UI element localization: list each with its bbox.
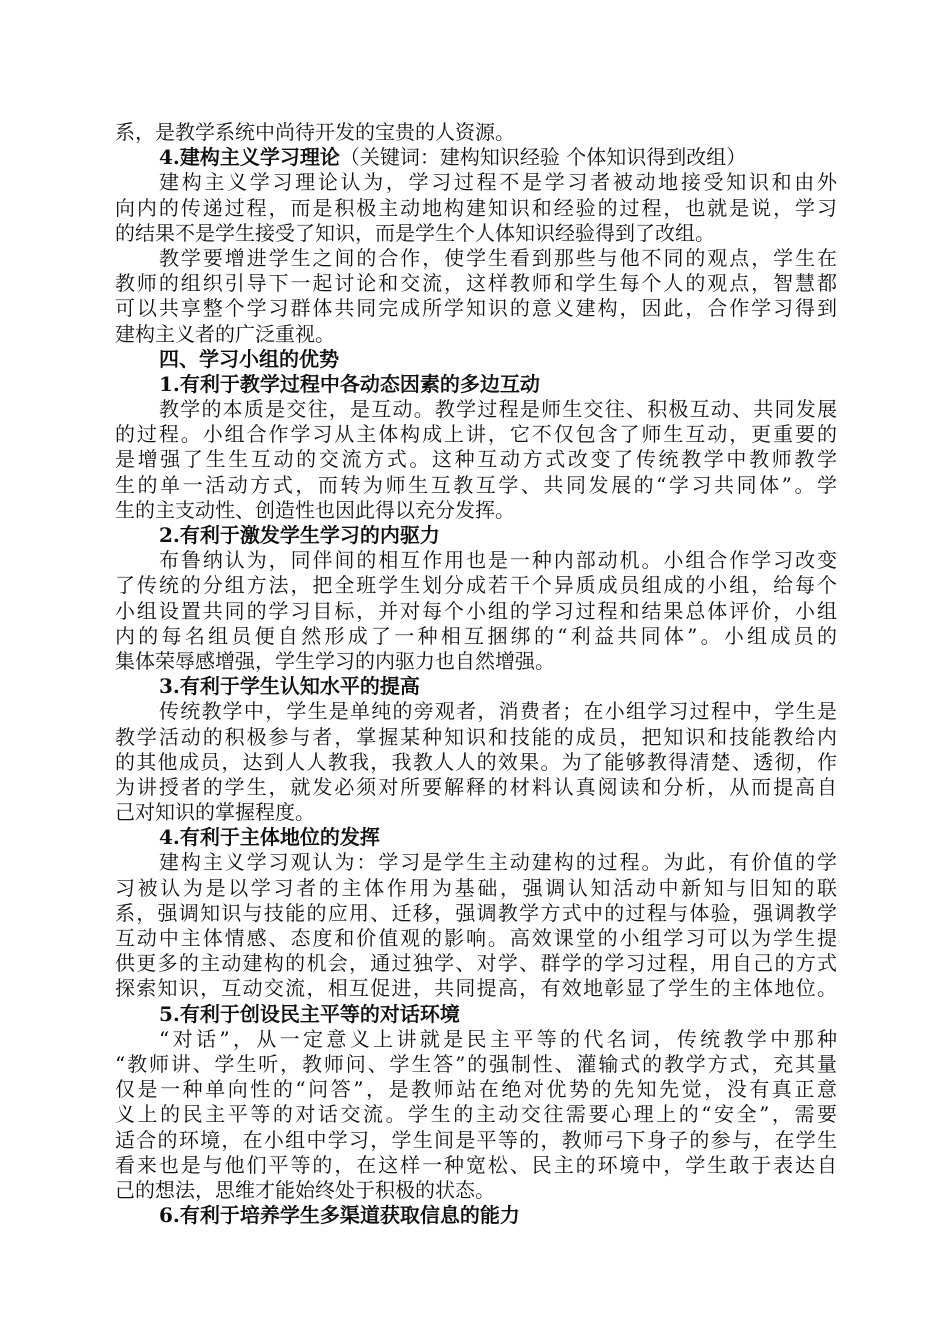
section-heading: 6.有利于培养学生多渠道获取信息的能力 — [159, 1203, 520, 1228]
text-line: 己的想法，思维才能始终处于积极的状态。 — [115, 1177, 495, 1202]
text-line: 可以共享整个学习群体共同完成所学知识的意义建构，因此，合作学习得到 — [115, 296, 837, 321]
text-line: 看来也是与他们平等的，在这样一种宽松、民主的环境中，学生敢于表达自 — [115, 1152, 837, 1177]
section-heading: 3.有利于学生认知水平的提高 — [159, 674, 420, 699]
heading-keywords: （关键词：建构知识经验 个体知识得到改组） — [339, 145, 747, 170]
text-line: 向内的传递过程，而是积极主动地构建知识和经验的过程，也就是说，学习 — [115, 195, 837, 220]
section-heading: 4.有利于主体地位的发挥 — [159, 825, 380, 850]
text-line: 教学活动的积极参与者，掌握某种知识和技能的成员，把知识和技能教给内 — [115, 724, 837, 749]
text-line: 己对知识的掌握程度。 — [115, 800, 315, 825]
text-line: “对话”，从一定意义上讲就是民主平等的代名词，传统教学中那种 — [159, 1026, 837, 1051]
text-line: 建构主义者的广泛重视。 — [115, 321, 335, 346]
text-line: 教师的组织引导下一起讨论和交流，这样教师和学生每个人的观点，智慧都 — [115, 271, 837, 296]
text-line: 了传统的分组方法，把全班学生划分成若干个异质成员组成的小组，给每个 — [115, 573, 837, 598]
heading-text: 4.建构主义学习理论 — [159, 145, 340, 170]
section-heading: 1.有利于教学过程中各动态因素的多边互动 — [159, 371, 540, 396]
section-heading: 四、学习小组的优势 — [159, 346, 339, 371]
text-line: 的其他成员，达到人人教我，我教人人的效果。为了能够教得清楚、透彻，作 — [115, 749, 837, 774]
text-line: 内的每名组员便自然形成了一种相互捆绑的“利益共同体”。小组成员的 — [115, 623, 837, 648]
text-line: 系，是教学系统中尚待开发的宝贵的人资源。 — [115, 120, 515, 144]
text-line: 探索知识，互动交流，相互促进，共同提高，有效地彰显了学生的主体地位。 — [115, 976, 837, 1001]
text-line: 供更多的主动建构的机会，通过独学、对学、群学的学习过程，用自己的方式 — [115, 951, 837, 976]
text-line: 仅是一种单向性的“问答”，是教师站在绝对优势的先知先觉，没有真正意 — [115, 1077, 837, 1102]
text-line: 布鲁纳认为，同伴间的相互作用也是一种内部动机。小组合作学习改变 — [159, 548, 837, 573]
text-line: 义上的民主平等的对话交流。学生的主动交往需要心理上的“安全”，需要 — [115, 1102, 837, 1127]
text-line: 传统教学中，学生是单纯的旁观者，消费者；在小组学习过程中，学生是 — [159, 699, 837, 724]
text-line: 互动中主体情感、态度和价值观的影响。高效课堂的小组学习可以为学生提 — [115, 926, 837, 950]
text-line: 生的单一活动方式，而转为师生互教互学、共同发展的“学习共同体”。学 — [115, 472, 837, 497]
text-line: 小组设置共同的学习目标，并对每个小组的学习过程和结果总体评价，小组 — [115, 598, 837, 623]
text-line: 建构主义学习观认为：学习是学生主动建构的过程。为此，有价值的学 — [159, 850, 837, 875]
text-line: 为讲授者的学生，就发必须对所要解释的材料认真阅读和分析，从而提高自 — [115, 774, 837, 799]
text-line: 生的主支动性、创造性也因此得以充分发挥。 — [115, 497, 515, 522]
text-line: 教学要增进学生之间的合作，使学生看到那些与他不同的观点，学生在 — [159, 245, 837, 270]
text-line: 建构主义学习理论认为，学习过程不是学习者被动地接受知识和由外 — [159, 170, 837, 195]
text-line: 适合的环境，在小组中学习，学生间是平等的，教师弓下身子的参与，在学生 — [115, 1127, 837, 1152]
text-line: 系，强调知识与技能的应用、迁移，强调教学方式中的过程与体验，强调教学 — [115, 900, 837, 925]
text-line: 的过程。小组合作学习从主体构成上讲，它不仅包含了师生互动，更重要的 — [115, 422, 837, 447]
text-line: 教学的本质是交往，是互动。教学过程是师生交往、积极互动、共同发展 — [159, 397, 837, 422]
text-line: 集体荣辱感增强，学生学习的内驱力也自然增强。 — [115, 648, 555, 673]
text-line: 是增强了生生互动的交流方式。这种互动方式改变了传统教学中教师教学 — [115, 447, 837, 472]
section-heading: 5.有利于创设民主平等的对话环境 — [159, 1001, 460, 1026]
section-heading — [115, 145, 837, 170]
text-line: 的结果不是学生接受了知识，而是学生个人体知识经验得到了改组。 — [115, 220, 715, 245]
text-line: 习被认为是以学习者的主体作用为基础，强调认知活动中新知与旧知的联 — [115, 875, 837, 900]
text-line: “教师讲、学生听，教师问、学生答”的强制性、灌输式的教学方式，充其量 — [115, 1051, 837, 1076]
section-heading: 2.有利于激发学生学习的内驱力 — [159, 523, 440, 547]
document-page — [115, 120, 837, 1228]
